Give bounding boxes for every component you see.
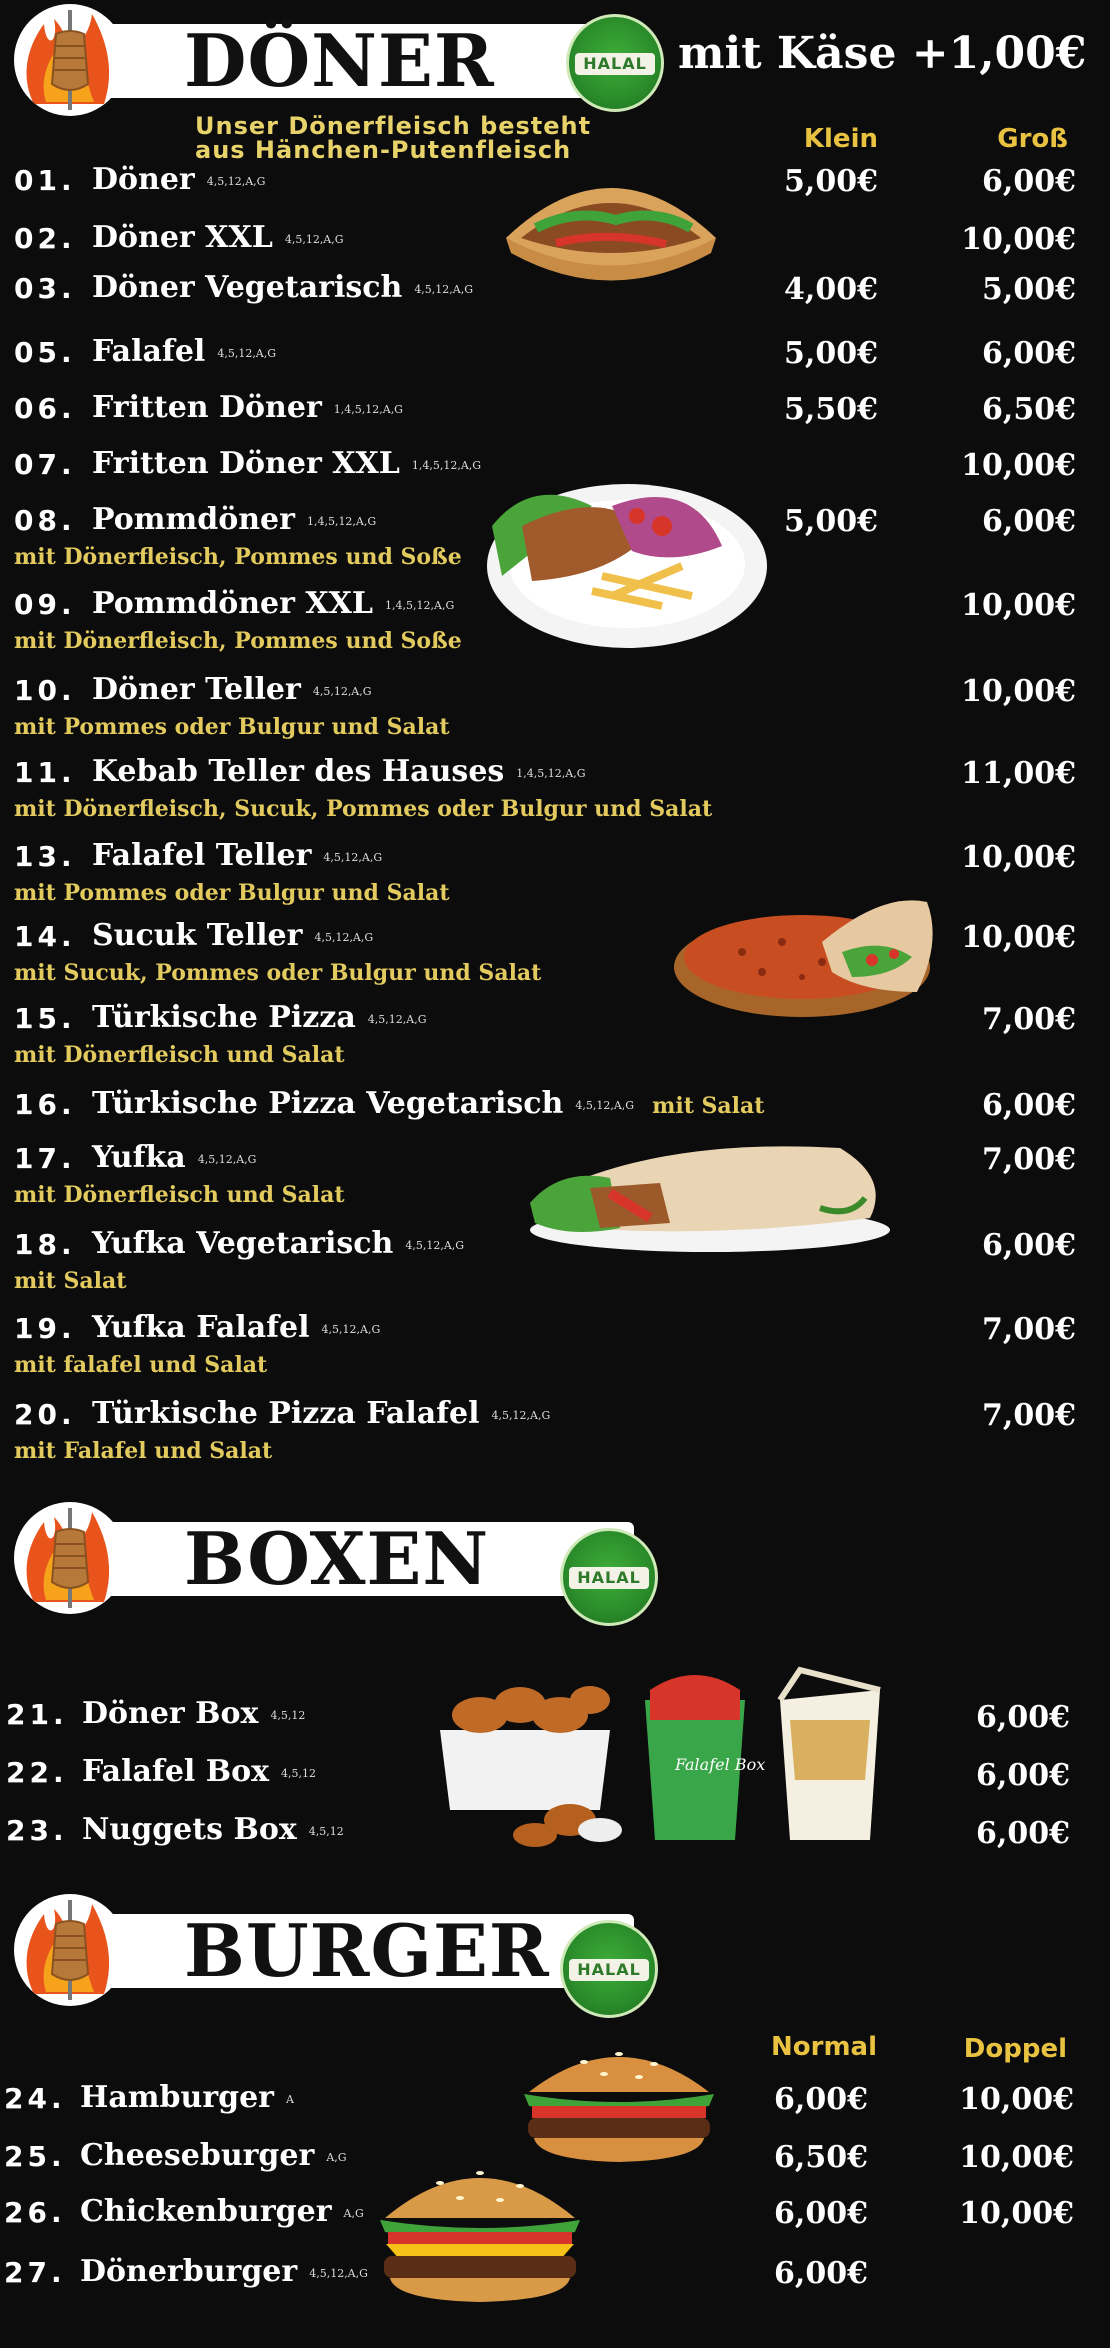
item-description: mit Dönerfleisch und Salat [14,1042,345,1068]
item-number: 08. [14,504,76,537]
item-number: 17. [14,1142,76,1175]
price-double: 10,00€ [959,2140,1074,2175]
item-title: Pommdöner XXL [92,586,374,621]
item-name [80,2254,368,2289]
allergen-codes: A,G [343,2206,364,2220]
item-number: 14. [14,920,76,953]
menu-item-row [0,2254,1110,2304]
menu-item-row [0,1226,1110,1294]
item-description: mit Dönerfleisch, Pommes und Soße [14,628,462,654]
item-title: Sucuk Teller [92,918,303,953]
item-name [92,838,382,873]
item-name [92,586,454,621]
price-large: 10,00€ [961,920,1076,955]
allergen-codes: 4,5,12,A,G [197,1152,257,1166]
item-title: Döner Teller [92,672,301,707]
price-large: 7,00€ [982,1142,1076,1177]
price-large: 6,50€ [982,392,1076,427]
price-large: 10,00€ [961,222,1076,257]
item-number: 27. [4,2256,66,2289]
menu-item-row [0,1140,1110,1208]
allergen-codes: 4,5,12,A,G [491,1408,551,1422]
item-number: 07. [14,448,76,481]
item-number: 01. [14,164,76,197]
col-header-doppel: Doppel [963,2034,1067,2064]
item-number: 16. [14,1088,76,1121]
item-description: mit Sucuk, Pommes oder Bulgur und Salat [14,960,542,986]
item-name [92,270,473,305]
item-description: mit Dönerfleisch und Salat [14,1182,345,1208]
price-large: 7,00€ [982,1398,1076,1433]
price-small: 5,00€ [784,336,878,371]
item-title: Döner XXL [92,220,273,255]
allergen-codes: 1,4,5,12,A,G [333,402,403,416]
col-header-klein: Klein [803,124,878,154]
item-title: Döner Vegetarisch [92,270,403,305]
item-number: 05. [14,336,76,369]
price-small: 5,00€ [784,504,878,539]
price-large: 6,00€ [982,1088,1076,1123]
price-large: 10,00€ [961,448,1076,483]
item-title: Nuggets Box [82,1812,297,1847]
boxen-halal-badge: HALAL [560,1528,658,1626]
cheese-extra-note: mit Käse +1,00€ [678,28,1087,79]
item-description: mit Pommes oder Bulgur und Salat [14,880,450,906]
burger-halal-badge: HALAL [560,1920,658,2018]
item-title: Döner Box [82,1696,259,1731]
item-name [80,2194,364,2229]
item-number: 11. [14,756,76,789]
price-small: 5,00€ [784,164,878,199]
item-number: 10. [14,674,76,707]
item-name [92,334,276,369]
item-name [92,1396,550,1431]
menu-item-row [0,672,1110,740]
allergen-codes: 4,5,12 [308,1824,344,1838]
price-normal: 6,00€ [774,2256,868,2291]
price-small: 4,00€ [784,272,878,307]
price-large: 5,00€ [982,272,1076,307]
allergen-codes: 4,5,12,A,G [405,1238,465,1252]
menu-item-row [0,838,1110,906]
menu-item-row [0,1396,1110,1464]
menu-item-row [0,1310,1110,1378]
doner-banner [14,4,654,116]
item-title: Döner [92,162,195,197]
item-number: 25. [4,2140,66,2173]
menu-item-row [0,918,1110,986]
allergen-codes: 1,4,5,12,A,G [411,458,482,472]
item-title: Hamburger [80,2080,274,2115]
item-name [92,220,344,255]
item-number: 13. [14,840,76,873]
item-description: mit Falafel und Salat [14,1438,273,1464]
item-title: Dönerburger [80,2254,298,2289]
item-title: Fritten Döner XXL [92,446,400,481]
item-name [80,2138,347,2173]
item-name [92,502,376,537]
price-large: 6,00€ [982,504,1076,539]
price-double: 10,00€ [959,2082,1074,2117]
item-number: 02. [14,222,76,255]
price-large: 10,00€ [961,840,1076,875]
price-large: 6,00€ [982,1228,1076,1263]
item-number: 24. [4,2082,66,2115]
item-name [92,1226,464,1261]
item-name [82,1754,316,1789]
burger-banner [14,1894,654,2006]
menu-item-row [0,2080,1110,2130]
item-number: 18. [14,1228,76,1261]
boxen-banner [14,1502,654,1614]
item-name [92,1140,256,1175]
doner-spit-logo [14,4,126,116]
allergen-codes: 4,5,12,A,G [314,930,374,944]
menu-item-row [0,1754,1110,1804]
menu-item-row [0,1086,1110,1146]
price-double: 10,00€ [959,2196,1074,2231]
menu-item-row [0,390,1110,450]
allergen-codes: 1,4,5,12,A,G [385,598,455,612]
allergen-codes: A [286,2092,294,2106]
allergen-codes: 4,5,12,A,G [323,850,383,864]
boxen-spit-logo [14,1502,126,1614]
item-inline-description: mit Salat [652,1093,765,1119]
item-title: Türkische Pizza Vegetarisch [92,1086,564,1121]
menu-item-row [0,1696,1110,1746]
meat-note-line2: aus Hänchen-Putenfleisch [195,136,572,164]
item-number: 03. [14,272,76,305]
item-title: Yufka [92,1140,186,1175]
item-title: Türkische Pizza [92,1000,356,1035]
item-name [92,1310,380,1345]
allergen-codes: 4,5,12 [281,1766,317,1780]
menu-item-row [0,270,1110,330]
item-name [92,918,373,953]
allergen-codes: 4,5,12,A,G [217,346,277,360]
item-title: Pommdöner [92,502,295,537]
price-large: 7,00€ [982,1312,1076,1347]
item-title: Falafel Teller [92,838,312,873]
allergen-codes: 4,5,12,A,G [367,1012,427,1026]
price: 6,00€ [976,1700,1070,1735]
burger-spit-logo [14,1894,126,2006]
price-small: 5,50€ [784,392,878,427]
allergen-codes: 4,5,12,A,G [575,1098,635,1112]
item-description: mit Pommes oder Bulgur und Salat [14,714,450,740]
item-name [82,1696,305,1731]
item-number: 19. [14,1312,76,1345]
item-title: Türkische Pizza Falafel [92,1396,480,1431]
menu-item-row [0,446,1110,506]
item-description: mit Salat [14,1268,127,1294]
price: 6,00€ [976,1758,1070,1793]
item-number: 06. [14,392,76,425]
menu-item-row [0,1812,1110,1862]
boxen-title: BOXEN [184,1516,490,1601]
item-title: Falafel [92,334,206,369]
item-number: 21. [6,1698,68,1731]
price-large: 10,00€ [961,588,1076,623]
menu-item-row [0,1000,1110,1068]
allergen-codes: 4,5,12 [270,1708,306,1722]
item-name [92,672,372,707]
allergen-codes: 4,5,12,A,G [284,232,344,246]
item-number: 20. [14,1398,76,1431]
price-large: 6,00€ [982,164,1076,199]
item-description: mit Dönerfleisch, Sucuk, Pommes oder Bulgur und Salat [14,796,713,822]
col-header-gross: Groß [997,124,1068,154]
item-name [92,754,586,789]
price-normal: 6,00€ [774,2196,868,2231]
price-large: 10,00€ [961,674,1076,709]
doner-halal-badge: HALAL [566,14,664,112]
burger-title: BURGER [184,1908,550,1993]
price-large: 6,00€ [982,336,1076,371]
price-large: 7,00€ [982,1002,1076,1037]
item-name [80,2080,294,2115]
meat-note-line1: Unser Dönerfleisch besteht [195,112,592,140]
doner-title: DÖNER [184,18,495,103]
menu-item-row [0,334,1110,394]
menu-item-row [0,2138,1110,2188]
item-number: 15. [14,1002,76,1035]
item-title: Falafel Box [82,1754,270,1789]
price: 6,00€ [976,1816,1070,1851]
item-description: mit falafel und Salat [14,1352,268,1378]
item-title: Chickenburger [80,2194,332,2229]
allergen-codes: 4,5,12,A,G [312,684,372,698]
allergen-codes: 1,4,5,12,A,G [516,766,586,780]
item-name [92,1086,764,1121]
menu-item-row [0,162,1110,222]
item-number: 23. [6,1814,68,1847]
item-number: 09. [14,588,76,621]
item-name [92,1000,427,1035]
item-title: Yufka Falafel [92,1310,310,1345]
menu-item-row [0,2194,1110,2244]
allergen-codes: 4,5,12,A,G [206,174,266,188]
item-description: mit Dönerfleisch, Pommes und Soße [14,544,462,570]
falafel-box-label: Falafel Box [675,1755,766,1774]
item-title: Cheeseburger [80,2138,315,2173]
allergen-codes: A,G [326,2150,347,2164]
allergen-codes: 4,5,12,A,G [321,1322,381,1336]
menu-item-row [0,586,1110,654]
allergen-codes: 4,5,12,A,G [414,282,474,296]
price-large: 11,00€ [961,756,1076,791]
item-name [82,1812,344,1847]
item-title: Kebab Teller des Hauses [92,754,505,789]
item-number: 26. [4,2196,66,2229]
price-normal: 6,00€ [774,2082,868,2117]
item-name [92,446,481,481]
col-header-normal: Normal [771,2032,877,2062]
item-number: 22. [6,1756,68,1789]
menu-item-row [0,502,1110,570]
price-normal: 6,50€ [774,2140,868,2175]
item-name [92,162,265,197]
menu-item-row [0,754,1110,822]
allergen-codes: 1,4,5,12,A,G [306,514,377,528]
allergen-codes: 4,5,12,A,G [309,2266,368,2280]
item-title: Yufka Vegetarisch [92,1226,394,1261]
item-title: Fritten Döner [92,390,322,425]
item-name [92,390,403,425]
